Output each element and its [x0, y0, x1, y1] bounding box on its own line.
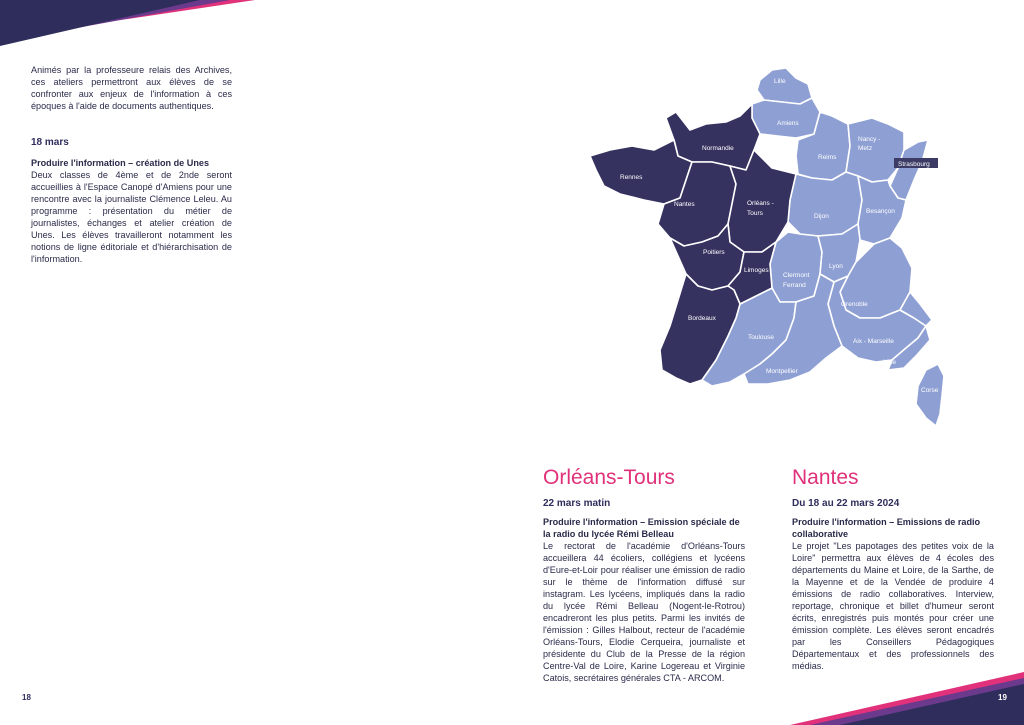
map-label-aix: Aix - Marseille — [853, 338, 894, 345]
orleans-section — [543, 466, 745, 684]
intro-paragraph: Animés par la professeure relais des Archives, ces ateliers permettront aux élèves de se confronter aux enjeux de l'information à ces époques à l'aide de documents authentiques. — [31, 65, 232, 111]
event-date: 18 mars — [31, 137, 69, 148]
page-number-right: 19 — [998, 693, 1007, 702]
region-dijon — [788, 172, 862, 236]
region-corse — [916, 364, 944, 426]
nantes-title: Nantes — [792, 466, 859, 489]
map-label-normandie: Normandie — [702, 145, 734, 152]
map-label-orleans-2: Tours — [747, 210, 763, 217]
region-clermont — [770, 232, 822, 302]
map-label-orleans-1: Orléans - — [747, 200, 774, 207]
map-label-nantes: Nantes — [674, 201, 695, 208]
event-body: Deux classes de 4ème et de 2nde seront accueillies à l'Espace Canopé d'Amiens pour une rencontre avec la journaliste Clémence Leleu. Au programme : présentation du métier de journalistes, échanges et atelier création de Unes. Les élèves travailleront notamment les notions de ligne éditoriale et d'hiérarchisation de l'information. — [31, 170, 232, 264]
map-label-toulouse: Toulouse — [748, 334, 775, 341]
map-label-poitiers: Poitiers — [703, 249, 725, 256]
page-number-left: 18 — [22, 693, 31, 702]
corner-decoration-top-left — [0, 0, 260, 50]
map-label-nancy-2: Metz — [858, 145, 873, 152]
map-label-dijon: Dijon — [814, 213, 829, 220]
region-rennes — [590, 140, 692, 204]
france-academies-map — [586, 64, 946, 430]
map-label-grenoble: Grenoble — [841, 301, 868, 308]
orleans-event-title: Produire l'information – Emission spéciale de la radio du lycée Rémi Belleau — [543, 517, 740, 539]
map-label-nice: Nice — [883, 359, 897, 366]
map-label-clermont-1: Clermont — [783, 272, 810, 279]
orleans-title: Orléans-Tours — [543, 466, 675, 489]
nantes-date: Du 18 au 22 mars 2024 — [792, 498, 900, 509]
region-lille — [757, 68, 812, 104]
corner-decoration-bottom-right — [780, 672, 1024, 725]
map-label-lyon: Lyon — [829, 263, 843, 270]
region-amiens — [752, 98, 820, 138]
map-label-clermont-2: Ferrand — [783, 282, 806, 289]
map-label-strasbourg: Strasbourg — [898, 161, 930, 168]
orleans-date: 22 mars matin — [543, 498, 611, 509]
map-label-rennes: Rennes — [620, 174, 643, 181]
nantes-section — [792, 466, 994, 672]
nantes-event-title: Produire l'information – Emissions de radio collaborative — [792, 517, 981, 539]
map-label-corse: Corse — [921, 387, 939, 394]
map-label-reims: Reims — [818, 154, 837, 161]
left-page-content — [31, 64, 232, 265]
map-label-limoges: Limoges — [744, 267, 769, 274]
event-title: Produire l'information – création de Unes — [31, 158, 210, 168]
map-label-lille: Lille — [774, 78, 786, 85]
map-label-bordeaux: Bordeaux — [688, 315, 716, 322]
orleans-body: Le rectorat de l'académie d'Orléans-Tours accueillera 44 écoliers, collégiens et lycéens d'Eure-et-Loir pour réaliser une émission de radio sur le thème de l'information diffusé sur instagram. Les lycéens, impliqués dans la radio du lycée Rémi Belleau (Nogent-le-Rotrou) encadreront les plus petits. Parmi les invités de l'émission : Gilles Halbout, recteur de l'académie Orléans-Tours, Elodie Cerqueira, journaliste et présidente du Club de la Presse de la région Centre-Val de Loire, Karine Logereau et Virginie Catois, secrétaires générales CTA - ARCOM. — [543, 541, 745, 683]
map-label-nancy-1: Nancy - — [858, 136, 881, 143]
map-label-montpellier: Montpellier — [766, 368, 798, 375]
map-label-amiens: Amiens — [777, 120, 799, 127]
map-label-besancon: Besançon — [866, 208, 895, 215]
nantes-body: Le projet "Les papotages des petites voix de la Loire" permettra aux élèves de 4 écoles des départements du Maine et Loire, de la Sarthe, de la Mayenne et de la Vendée de produire 4 émissions de radio collaboratives. Interview, reportage, chronique et billet d'humeur seront écrits, enregistrés puis montés pour créer une émission complète. Les élèves seront encadrés par les Conseillers Pédagogiques Départementaux et des professionnels des médias. — [792, 541, 994, 671]
